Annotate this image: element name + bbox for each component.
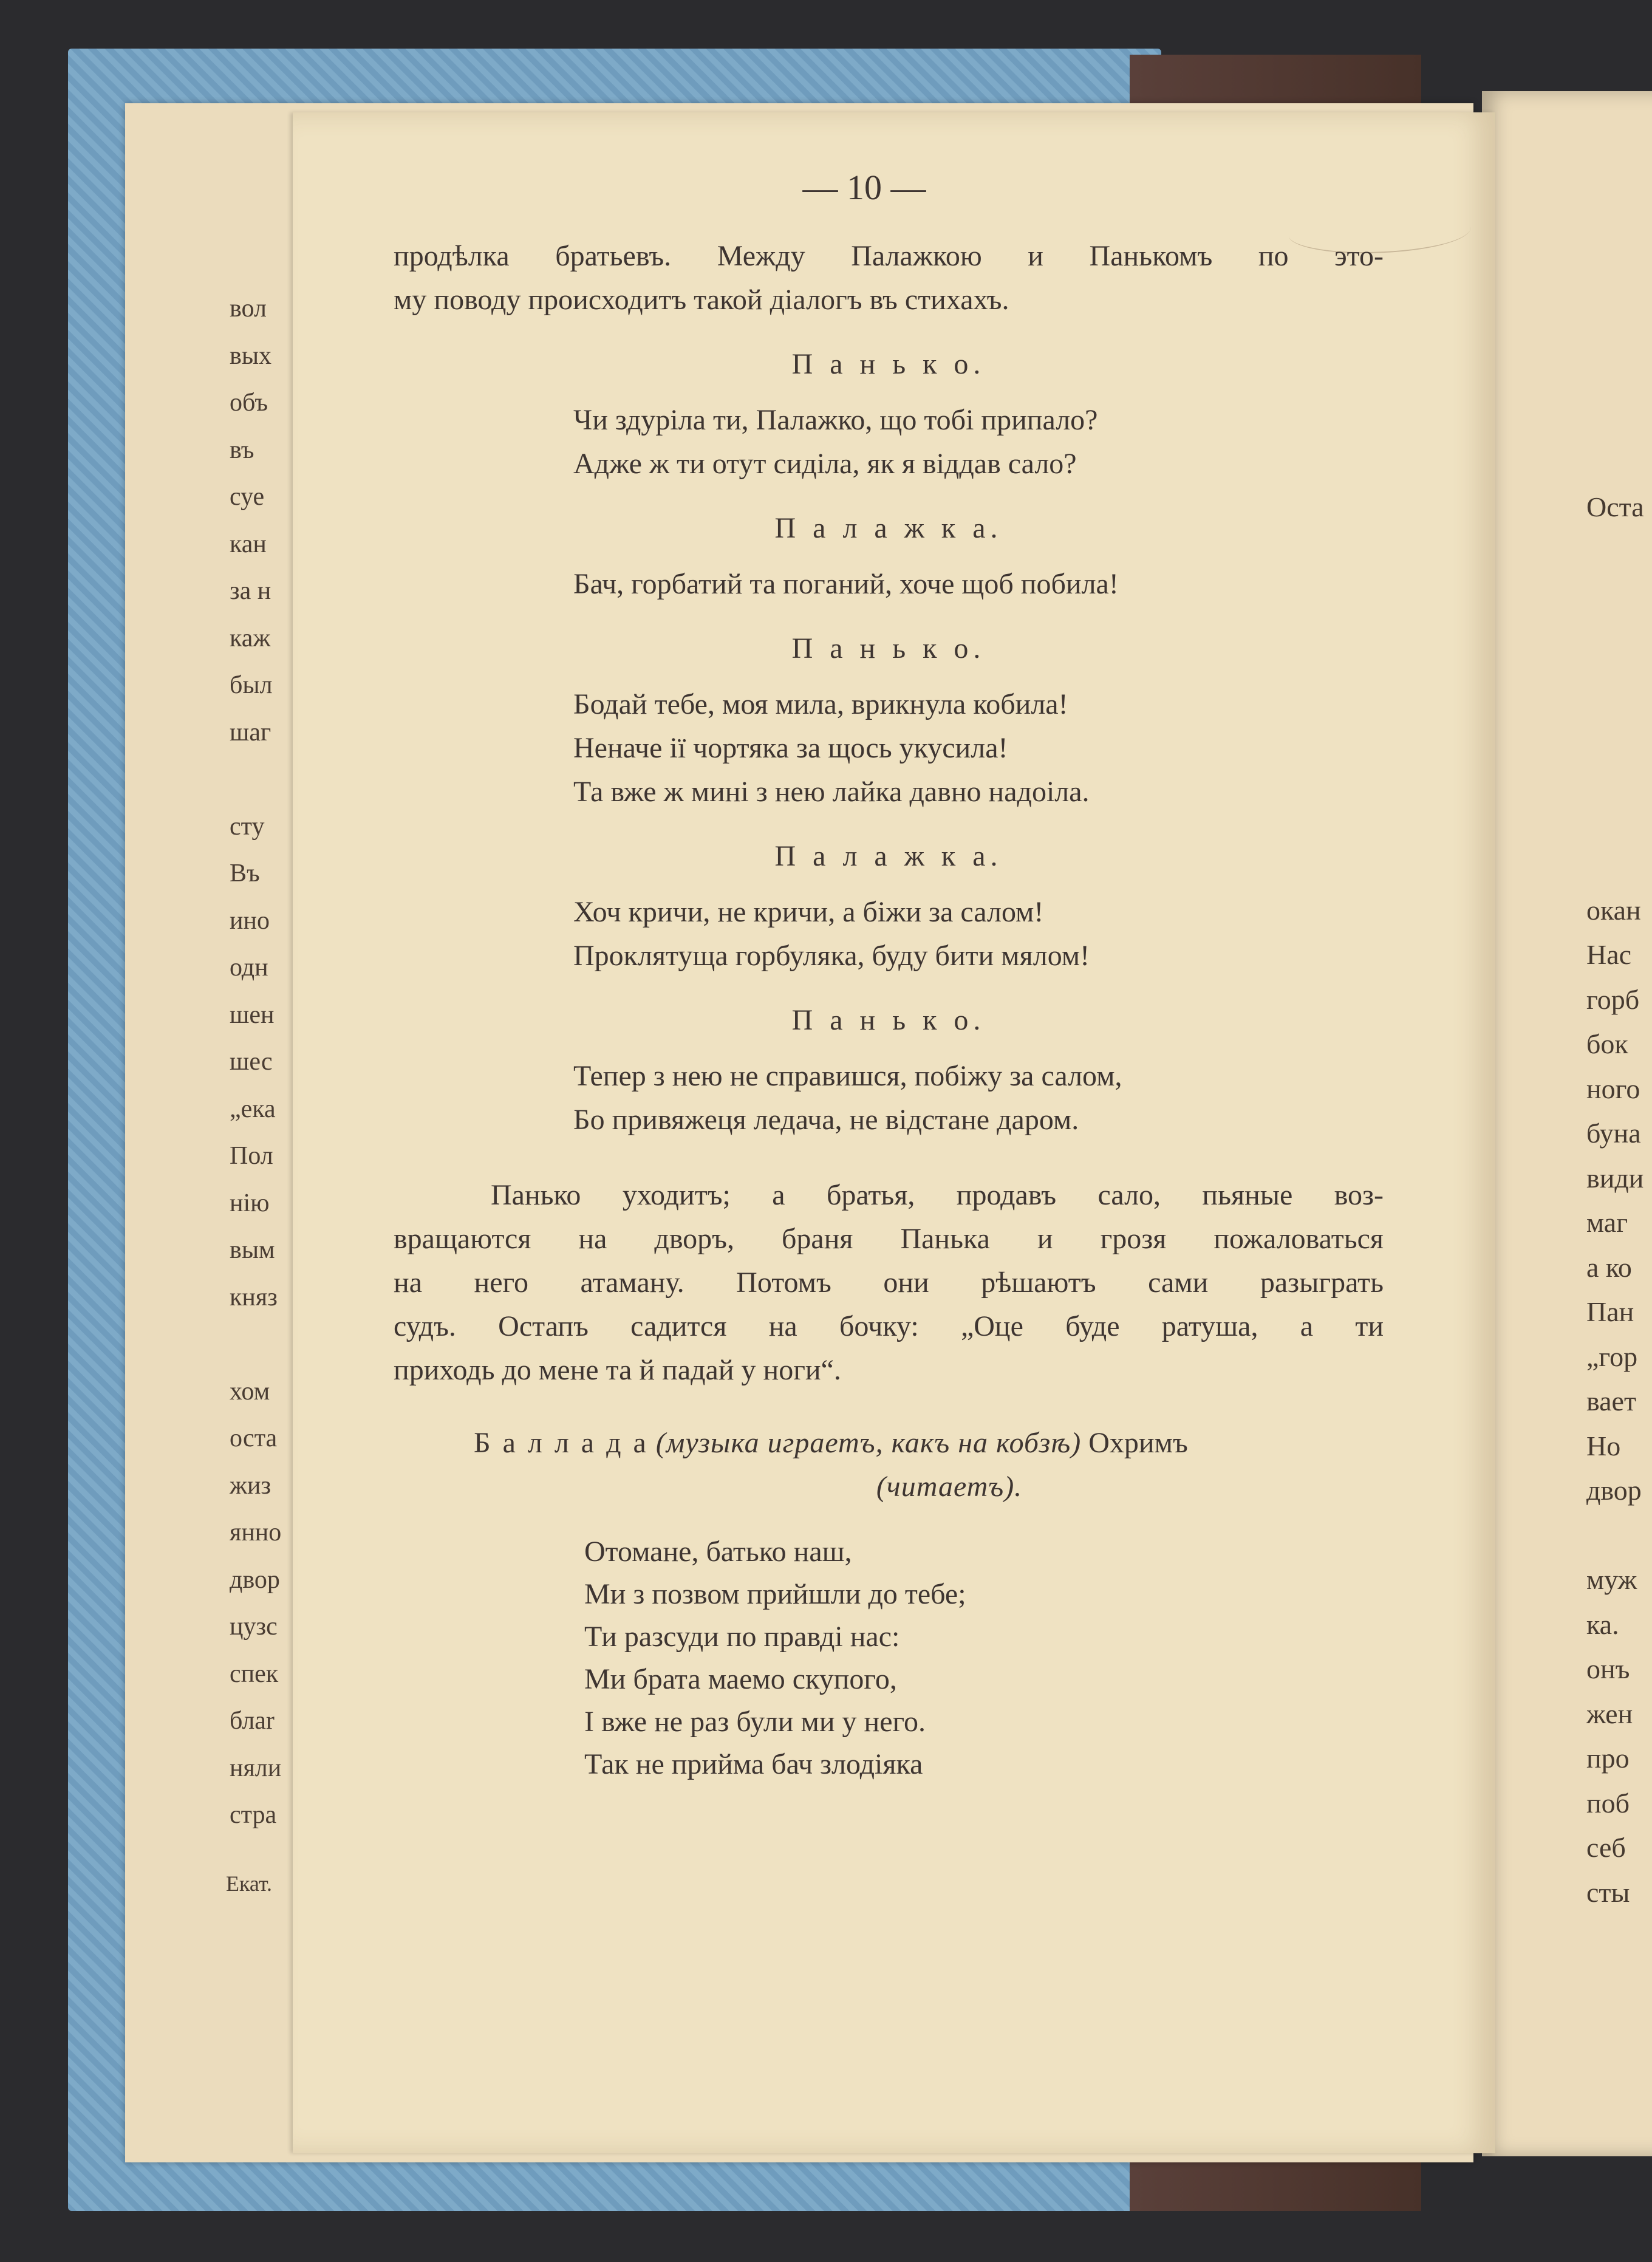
left-fragment-line: княз <box>230 1283 278 1311</box>
verse-line: Ми з позвом прийшли до тебе; <box>584 1578 966 1610</box>
verse-line: Чи здуріла ти, Палажко, що тобі припало? <box>573 404 1098 436</box>
text-line: вращаются на дворъ, браня Панька и грозя пожаловаться <box>394 1223 1384 1255</box>
verse-line: Проклятуща горбуляка, буду бити мялом! <box>573 940 1090 972</box>
verse-line: Бодай тебе, моя мила, врикнула кобила! <box>573 688 1068 720</box>
verse-line: І вже не раз були ми у него. <box>584 1706 926 1738</box>
verse-line: Та вже ж мині з нею лайка давно надоіла. <box>573 776 1090 808</box>
left-fragment-line: нію <box>230 1189 270 1217</box>
left-fragment-line: суе <box>230 483 265 511</box>
verse-line: Отомане, батько наш, <box>584 1536 852 1568</box>
dialogue-verse <box>573 683 1384 814</box>
left-fragment-line: за н <box>230 577 271 605</box>
left-fragment-line: жиз <box>230 1471 271 1500</box>
text-line: му поводу происходитъ такой діалогъ въ стихахъ. <box>394 284 1009 316</box>
left-fragment-line: Пол <box>230 1142 273 1170</box>
intro-paragraph <box>394 234 1384 322</box>
speaker-name: П а н ь к о. <box>791 632 986 665</box>
right-fragment-line: буна <box>1586 1118 1641 1149</box>
left-fragment-line: шес <box>230 1048 273 1076</box>
ballad-heading <box>394 1421 1384 1509</box>
verse-line: Неначе ії чортяка за щось укусила! <box>573 732 1008 764</box>
right-fragment-line: маг <box>1586 1207 1628 1238</box>
right-fragment-line: вает <box>1586 1386 1637 1416</box>
left-fragment-line: вых <box>230 341 272 370</box>
left-fragment-line: няли <box>230 1754 282 1782</box>
right-fragment-line: онъ <box>1586 1653 1630 1684</box>
left-fragment-line: кан <box>230 530 267 558</box>
dialogue <box>394 346 1384 1142</box>
left-fragment-line: стра <box>230 1801 277 1829</box>
ballad-stage-direction-2: (читаетъ). <box>876 1471 1023 1503</box>
left-fragment-line: янно <box>230 1519 282 1546</box>
page-number: — 10 — <box>802 168 926 207</box>
right-fragment-line: Оста <box>1586 491 1644 522</box>
left-fragment-line: Въ <box>230 859 260 887</box>
left-fragment-line: спек <box>230 1659 279 1688</box>
right-fragment-line: а ко <box>1586 1251 1632 1283</box>
verse-line: Адже ж ти отут сиділа, як я віддав сало? <box>573 448 1077 480</box>
speaker-name: П а н ь к о. <box>791 348 986 380</box>
ballad-performer: Охримъ <box>1088 1427 1188 1459</box>
left-fragment-line: вым <box>230 1236 275 1264</box>
left-fragment-line: оста <box>230 1424 278 1452</box>
left-fragment-line: двор <box>230 1565 280 1594</box>
text-line: на него атаману. Потомъ они рѣшаютъ сами разыграть <box>394 1266 1384 1299</box>
verse-line: Тепер з нею не справишся, побіжу за салом, <box>573 1060 1122 1092</box>
page-text <box>394 167 1384 1786</box>
text-line: судъ. Остапъ садится на бочку: „Оце буде ратуша, а ти <box>394 1310 1384 1342</box>
right-fragment-line: жен <box>1586 1698 1633 1729</box>
verse-line: Ти разсуди по правді нас: <box>584 1621 900 1653</box>
verse-line: Бо привяжеця ледача, не відстане даром. <box>573 1104 1079 1136</box>
right-fragment-line: ка. <box>1586 1608 1619 1640</box>
left-fragment-line: блаr <box>230 1707 275 1735</box>
right-fragment-line: Нас <box>1586 939 1632 970</box>
dialogue-verse <box>573 1054 1384 1142</box>
left-fragment-line: одн <box>230 954 268 982</box>
right-fragment-line: про <box>1586 1743 1630 1774</box>
left-fragment-line: был <box>230 671 273 699</box>
left-page-footer: Екат. <box>226 1871 273 1896</box>
ballad-verse <box>584 1531 1384 1786</box>
speaker-name: П а л а ж к а. <box>774 840 1003 872</box>
dialogue-verse <box>573 398 1384 486</box>
speaker-name: П а л а ж к а. <box>774 512 1003 544</box>
right-fragment-line: ного <box>1586 1073 1640 1104</box>
left-fragment-line: каж <box>230 624 271 652</box>
left-fragment-line <box>230 1321 296 1368</box>
text-line: приходь до мене та й падай у ноги“. <box>394 1354 841 1386</box>
left-page-fragments <box>230 285 296 1839</box>
text-line: продѣлка братьевъ. Между Палажкою и Панькомъ по это- <box>394 240 1384 272</box>
left-fragment-line: вол <box>230 295 267 323</box>
dialogue-verse <box>573 562 1384 606</box>
right-fragment-line: горб <box>1586 983 1640 1015</box>
ballad-stage-direction: (музыка играетъ, какъ на кобзѣ) <box>655 1427 1082 1459</box>
left-fragment-line: въ <box>230 436 254 464</box>
speaker-name: П а н ь к о. <box>791 1004 986 1036</box>
verse-line: Хоч кричи, не кричи, а біжи за салом! <box>573 896 1044 928</box>
right-fragment-line <box>1586 1519 1652 1564</box>
right-page-fragments <box>1586 491 1652 1921</box>
right-fragment-gap <box>1586 536 1652 894</box>
right-fragment-line: сты <box>1586 1876 1630 1908</box>
right-fragment-line: бок <box>1586 1028 1628 1059</box>
verse-line: Ми брата маемо скупого, <box>584 1663 897 1695</box>
text-line: Панько уходитъ; а братья, продавъ сало, пьяные воз- <box>491 1179 1384 1211</box>
left-fragment-line: „ека <box>230 1095 276 1123</box>
left-fragment-line: сту <box>230 812 265 841</box>
right-fragment-line: Пан <box>1586 1296 1634 1327</box>
right-fragment-line: муж <box>1586 1564 1637 1595</box>
left-fragment-line: хом <box>230 1377 270 1406</box>
right-fragment-line: види <box>1586 1162 1644 1194</box>
left-fragment-line: цузс <box>230 1613 278 1641</box>
verse-line: Бач, горбатий та поганий, хоче щоб побила! <box>573 568 1119 600</box>
left-fragment-line: шаг <box>230 718 271 747</box>
left-fragment-line: шен <box>230 1000 275 1029</box>
left-fragment-line: ино <box>230 906 270 935</box>
dialogue-verse <box>573 890 1384 978</box>
narration-paragraph <box>394 1174 1384 1392</box>
left-fragment-line <box>230 756 296 804</box>
left-fragment-line: объ <box>230 389 268 417</box>
right-fragment-line: двор <box>1586 1475 1642 1506</box>
right-fragment-line: окан <box>1586 894 1641 926</box>
ballad-title: Б а л л а д а <box>474 1427 649 1459</box>
right-fragment-line: Но <box>1586 1430 1621 1461</box>
right-fragment-line: поб <box>1586 1787 1630 1819</box>
right-fragment-line: „гор <box>1586 1341 1638 1372</box>
right-fragment-line: себ <box>1586 1832 1626 1863</box>
verse-line: Так не прийма бач злодіяка <box>584 1748 923 1780</box>
